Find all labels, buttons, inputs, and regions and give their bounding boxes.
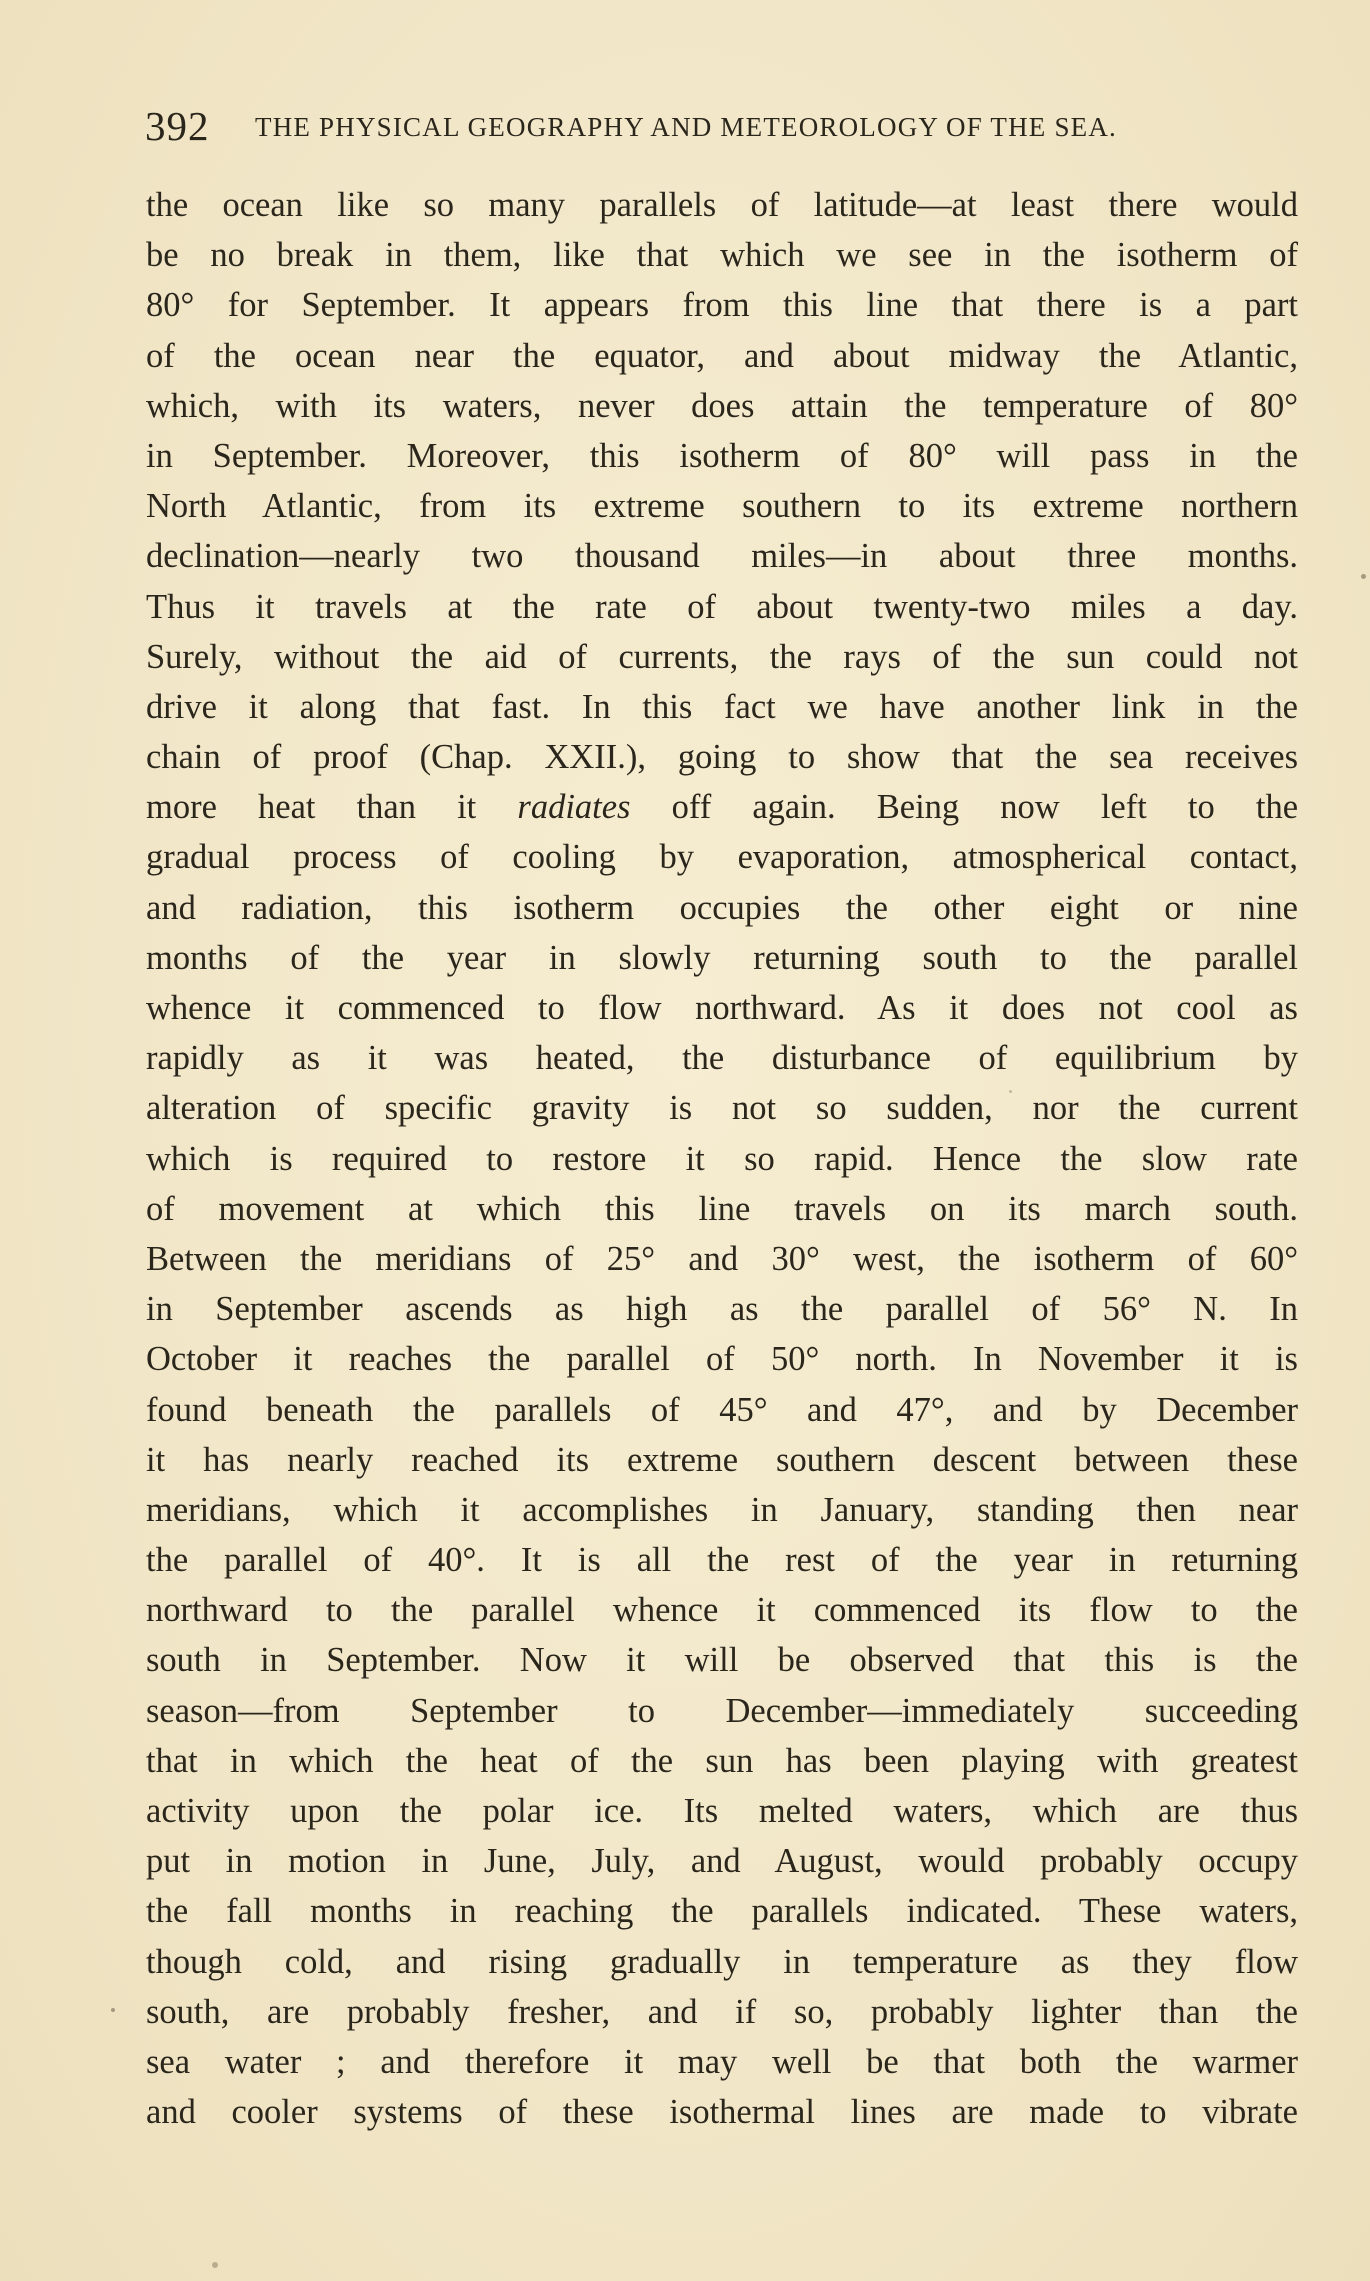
text-line: which is required to restore it so rapid. Hence the slow rate — [146, 1139, 1298, 1178]
text-line: south in September. Now it will be observed that this is the — [146, 1641, 1298, 1680]
text-line: of the ocean near the equator, and about midway the Atlantic, — [146, 336, 1298, 375]
text-line: south, are probably fresher, and if so, probably lighter than the — [146, 1992, 1298, 2031]
text-line-with-italic — [146, 782, 1298, 832]
text-line: the parallel of 40°. It is all the rest of the year in returning — [146, 1541, 1298, 1580]
running-head — [145, 104, 1295, 148]
text-line: gradual process of cooling by evaporation, atmospherical contact, — [146, 838, 1298, 877]
text-line: be no break in them, like that which we see in the isotherm of — [146, 236, 1298, 275]
text-line: North Atlantic, from its extreme southern to its extreme northern — [146, 487, 1298, 526]
text-segment: off again. Being now left to the — [671, 788, 1298, 827]
text-line: alteration of specific gravity is not so sudden, nor the current — [146, 1089, 1298, 1128]
text-line: and cooler systems of these isothermal lines are made to vibrate — [146, 2093, 1298, 2132]
text-line: found beneath the parallels of 45° and 47°, and by December — [146, 1390, 1298, 1429]
text-line: season—from September to December—immediately succeeding — [146, 1691, 1298, 1730]
text-line: it has nearly reached its extreme southern descent between these — [146, 1440, 1298, 1479]
text-line: which, with its waters, never does attain the temperature of 80° — [146, 386, 1298, 425]
text-line: in September ascends as high as the parallel of 56° N. In — [146, 1290, 1298, 1329]
text-line: October it reaches the parallel of 50° north. In November it is — [146, 1340, 1298, 1379]
text-line: put in motion in June, July, and August, would probably occupy — [146, 1842, 1298, 1881]
text-line: 80° for September. It appears from this line that there is a part — [146, 286, 1298, 325]
page-number: 392 — [145, 103, 210, 149]
paper-speck — [1009, 1090, 1012, 1093]
text-line: drive it along that fast. In this fact we have another link in the — [146, 687, 1298, 726]
paper-speck — [212, 2262, 218, 2268]
running-head-title: THE PHYSICAL GEOGRAPHY AND METEOROLOGY OF THE SEA. — [255, 112, 1118, 142]
text-line: meridians, which it accomplishes in January, standing then near — [146, 1490, 1298, 1529]
text-line: sea water ; and therefore it may well be that both the warmer — [146, 2042, 1298, 2081]
text-line: northward to the parallel whence it commenced its flow to the — [146, 1591, 1298, 1630]
text-line: though cold, and rising gradually in temperature as they flow — [146, 1942, 1298, 1981]
text-line: in September. Moreover, this isotherm of 80° will pass in the — [146, 436, 1298, 475]
text-line: activity upon the polar ice. Its melted waters, which are thus — [146, 1792, 1298, 1830]
text-line: months of the year in slowly returning south to the parallel — [146, 938, 1298, 977]
text-line: of movement at which this line travels on its march south. — [146, 1189, 1298, 1228]
text-line: the ocean like so many parallels of latitude—at least there would — [146, 186, 1298, 224]
paper-speck — [1361, 574, 1366, 579]
paper-speck — [111, 2008, 115, 2012]
text-line: whence it commenced to flow northward. As it does not cool as — [146, 989, 1298, 1027]
italic-word: radiates — [517, 788, 631, 827]
text-line: Thus it travels at the rate of about twenty-two miles a day. — [146, 587, 1298, 626]
text-segment: more heat than it — [146, 788, 477, 827]
text-line: rapidly as it was heated, the disturbance of equilibrium by — [146, 1039, 1298, 1078]
text-line: and radiation, this isotherm occupies the other eight or nine — [146, 888, 1298, 927]
text-line: declination—nearly two thousand miles—in about three months. — [146, 537, 1298, 576]
text-line: that in which the heat of the sun has been playing with greatest — [146, 1741, 1298, 1780]
text-line: Between the meridians of 25° and 30° west, the isotherm of 60° — [146, 1239, 1298, 1278]
text-line: Surely, without the aid of currents, the rays of the sun could not — [146, 637, 1298, 676]
text-line: chain of proof (Chap. XXII.), going to show that the sea receives — [146, 738, 1298, 777]
text-line: the fall months in reaching the parallels indicated. These waters, — [146, 1892, 1298, 1931]
body-text — [146, 180, 1298, 2137]
